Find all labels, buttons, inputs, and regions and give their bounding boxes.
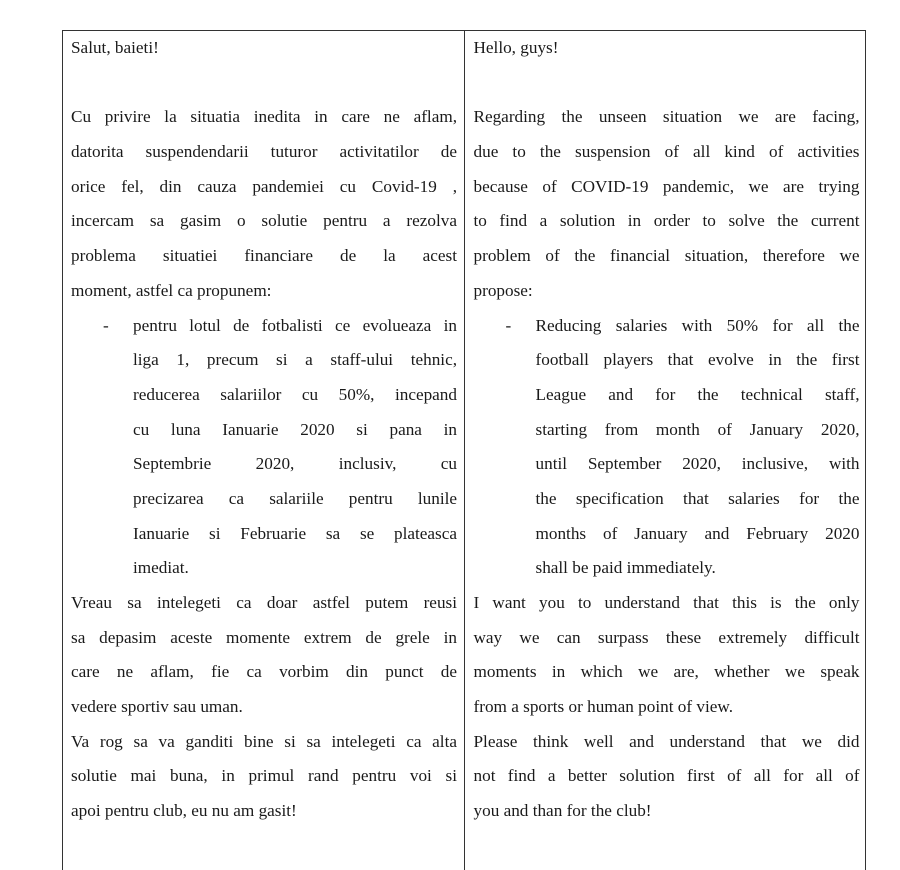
bullet-line: until September 2020, inclusive, with <box>535 454 860 474</box>
intro-line: due to the suspension of all kind of activities <box>473 142 860 162</box>
intro-line: incercam sa gasim o solutie pentru a rezolva <box>71 211 457 231</box>
english-column <box>465 31 866 870</box>
intro-line: datorita suspendendarii tuturor activitatilor de <box>71 142 457 162</box>
bullet-line: cu luna Ianuarie 2020 si pana in <box>133 419 457 439</box>
paragraph-gap <box>71 66 457 101</box>
english-text-cell <box>474 31 860 829</box>
bilingual-letter-table <box>62 30 866 870</box>
paragraph-line: Vreau sa intelegeti ca doar astfel putem reusi <box>71 593 457 612</box>
intro-line: because of COVID-19 pandemic, we are trying <box>473 176 860 196</box>
paragraph-3-en <box>474 725 860 829</box>
paragraph-line: vedere sportiv sau uman. <box>71 697 243 717</box>
bullet-line: starting from month of January 2020, <box>535 419 860 439</box>
bullet-line: football players that evolve in the first <box>535 350 860 370</box>
bullet-dash: - <box>103 315 109 335</box>
paragraph-line: sa depasim aceste momente extrem de grele in <box>71 627 457 647</box>
paragraph-line: care ne aflam, fie ca vorbim din punct de <box>71 662 457 682</box>
paragraph-line: I want you to understand that this is the only <box>473 593 860 612</box>
paragraph-3-ro <box>71 725 457 829</box>
bullet-item-ro <box>71 309 457 587</box>
bullet-text-en <box>536 309 860 587</box>
bullet-line: League and for the technical staff, <box>535 384 860 404</box>
bullet-line: liga 1, precum si a staff-ului tehnic, <box>133 350 457 370</box>
bullet-line: Septembrie 2020, inclusiv, cu <box>133 454 457 474</box>
paragraph-line: you and than for the club! <box>473 801 652 821</box>
bullet-line: reducerea salariilor cu 50%, incepand <box>133 384 457 404</box>
intro-line: propose: <box>473 280 533 300</box>
intro-line: problema situatiei financiare de la acest <box>71 246 457 266</box>
paragraph-line: solutie mai buna, in primul rand pentru voi si <box>71 766 457 786</box>
intro-paragraph-en <box>474 100 860 308</box>
bullet-line: the specification that salaries for the <box>535 488 860 508</box>
paragraph-gap <box>474 66 860 101</box>
bullet-item-en <box>474 309 860 587</box>
intro-paragraph-ro <box>71 100 457 308</box>
paragraph-line: Va rog sa va ganditi bine si sa intelegeti ca alta <box>71 731 457 751</box>
intro-line: orice fel, din cauza pandemiei cu Covid-19 , <box>71 176 457 196</box>
intro-line: Regarding the unseen situation we are facing, <box>473 107 860 127</box>
paragraph-2-en <box>474 586 860 725</box>
bullet-dash: - <box>505 315 512 335</box>
bullet-line: months of January and February 2020 <box>535 523 860 543</box>
paragraph-line: way we can surpass these extremely difficult <box>473 627 860 647</box>
bullet-line: pentru lotul de fotbalisti ce evolueaza in <box>133 315 457 335</box>
greeting-ro: Salut, baieti! <box>71 38 159 57</box>
paragraph-line: not find a better solution first of all for all of <box>473 766 860 786</box>
bullet-text-ro <box>133 309 457 587</box>
bullet-line: precizarea ca salariile pentru lunile <box>133 488 457 508</box>
romanian-column <box>63 31 465 870</box>
paragraph-line: from a sports or human point of view. <box>473 697 734 717</box>
paragraph-line: Please think well and understand that we did <box>473 731 860 751</box>
intro-line: to find a solution in order to solve the current <box>473 211 860 231</box>
bullet-line: imediat. <box>133 558 189 578</box>
bullet-line: shall be paid immediately. <box>535 558 716 578</box>
paragraph-2-ro <box>71 586 457 725</box>
greeting-en: Hello, guys! <box>473 38 559 57</box>
intro-line: moment, astfel ca propunem: <box>71 280 272 300</box>
bullet-line: Ianuarie si Februarie sa se plateasca <box>133 523 457 543</box>
intro-line: problem of the financial situation, therefore we <box>473 246 860 266</box>
bullet-line: Reducing salaries with 50% for all the <box>535 315 860 335</box>
intro-line: Cu privire la situatia inedita in care ne aflam, <box>71 107 457 127</box>
paragraph-line: moments in which we are, whether we speak <box>473 662 860 682</box>
romanian-text-cell <box>71 31 457 829</box>
paragraph-line: apoi pentru club, eu nu am gasit! <box>71 801 297 821</box>
